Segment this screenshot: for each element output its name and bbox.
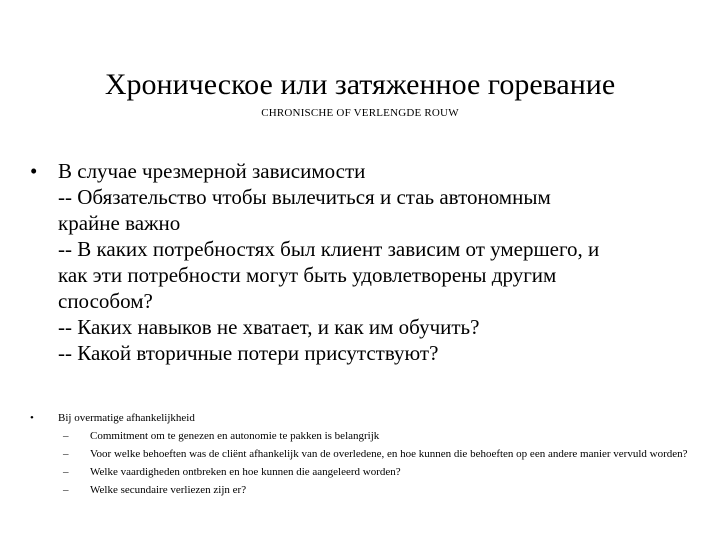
list-item-text: Welke secundaire verliezen zijn er? <box>90 484 247 496</box>
list-item <box>58 481 708 499</box>
list-item <box>58 463 708 481</box>
list-item <box>58 427 708 445</box>
dutch-bullet-heading: Bij overmatige afhankelijkheid <box>58 412 195 424</box>
dash-icon: – <box>63 484 69 496</box>
list-item-text: Welke vaardigheden ontbreken en hoe kunnen die aangeleerd worden? <box>90 466 401 478</box>
list-item-text: Commitment om te genezen en autonomie te pakken is belangrijk <box>90 430 380 442</box>
dash-icon: – <box>63 448 69 460</box>
slide-subtitle: CHRONISCHE OF VERLENGDE ROUW <box>261 107 459 119</box>
dutch-bullet-block <box>30 409 708 499</box>
list-item-text: Voor welke behoeften was de cliënt afhankelijk van de overledene, en hoe kunnen die behoeften op een andere manier vervuld worden? <box>90 448 688 460</box>
main-bullet-line: В случае чрезмерной зависимости <box>58 159 366 183</box>
main-bullet-line: -- Каких навыков не хватает, и как им обучить? <box>58 315 480 339</box>
main-bullet-line: -- Обязательство чтобы вылечиться и стаь автономным <box>58 185 551 209</box>
dash-icon: – <box>63 466 69 478</box>
main-bullet-line: как эти потребности могут быть удовлетворены другим <box>58 263 557 287</box>
list-item <box>58 445 708 463</box>
main-bullet-line: -- Какой вторичные потери присутствуют? <box>58 341 439 365</box>
main-bullet-line: -- В каких потребностях был клиент зависим от умершего, и <box>58 237 600 261</box>
main-bullet-line: крайне важно <box>58 211 181 235</box>
dutch-sub-list <box>58 427 708 499</box>
main-bullet-line: способом? <box>58 289 153 313</box>
bullet-icon: • <box>30 159 38 183</box>
bullet-icon: • <box>30 412 34 424</box>
dash-icon: – <box>63 430 69 442</box>
main-bullet-block <box>30 158 708 366</box>
slide-title: Хроническое или затяженное горевание <box>104 68 616 101</box>
